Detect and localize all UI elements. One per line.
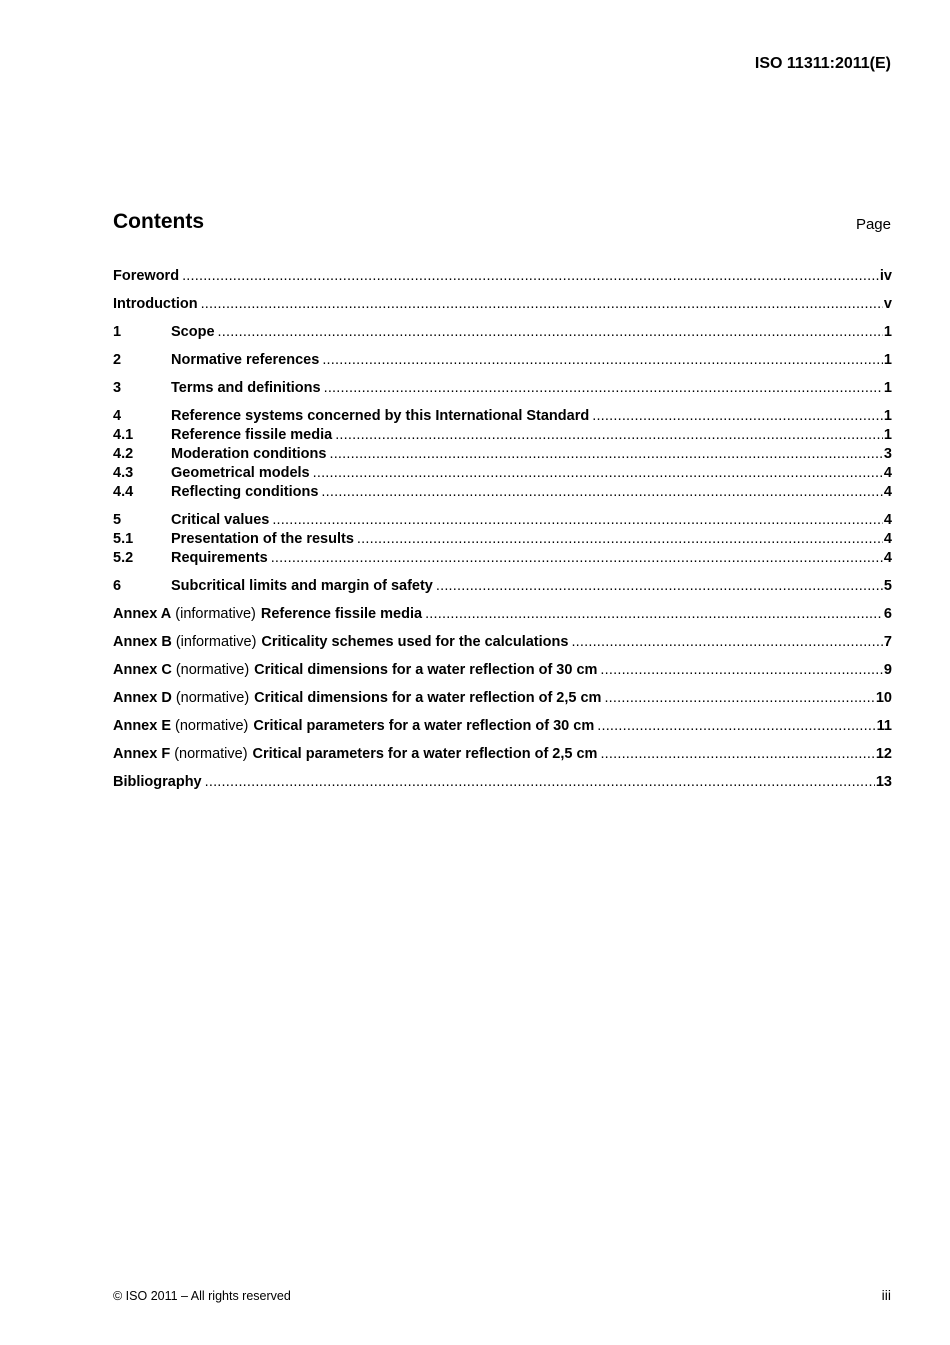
toc-entry-geometrical-models[interactable] bbox=[113, 465, 892, 484]
dot-leader bbox=[182, 268, 879, 284]
toc-entry-annex-f[interactable] bbox=[113, 746, 892, 765]
toc-title: Reference fissile media bbox=[171, 427, 333, 443]
toc-page: 9 bbox=[883, 662, 892, 678]
toc-title: Critical values bbox=[171, 512, 270, 528]
toc-page: 1 bbox=[883, 352, 892, 368]
annex-label: Annex E bbox=[113, 718, 172, 734]
toc-number: 6 bbox=[113, 578, 122, 594]
toc-title: Reference fissile media bbox=[260, 606, 423, 622]
toc-number: 3 bbox=[113, 380, 122, 396]
toc-page: 4 bbox=[883, 550, 892, 566]
toc-entry-reference-fissile-media[interactable] bbox=[113, 427, 892, 446]
copyright-notice: © ISO 2011 – All rights reserved bbox=[113, 1289, 291, 1303]
toc-title: Reflecting conditions bbox=[171, 484, 319, 500]
annex-kind: (normative) bbox=[175, 662, 250, 678]
toc-entry-subcritical-limits[interactable] bbox=[113, 578, 892, 597]
toc-title: Reference systems concerned by this International Standard bbox=[171, 408, 590, 424]
toc-page: 3 bbox=[883, 446, 892, 462]
table-of-contents bbox=[113, 268, 892, 793]
annex-kind: (normative) bbox=[175, 690, 250, 706]
annex-kind: (normative) bbox=[175, 718, 249, 734]
dot-leader bbox=[329, 446, 882, 462]
toc-number: 1 bbox=[113, 324, 122, 340]
toc-number: 4.2 bbox=[113, 446, 134, 462]
toc-number: 4.3 bbox=[113, 465, 134, 481]
dot-leader bbox=[321, 484, 883, 500]
page-column-label: Page bbox=[855, 216, 891, 233]
toc-entry-introduction[interactable] bbox=[113, 296, 892, 315]
toc-number: 4.4 bbox=[113, 484, 134, 500]
dot-leader bbox=[604, 690, 874, 706]
toc-title: Critical dimensions for a water reflection of 2,5 cm bbox=[254, 690, 602, 706]
toc-number: 4.1 bbox=[113, 427, 134, 443]
toc-number: 5.2 bbox=[113, 550, 134, 566]
dot-leader bbox=[592, 408, 883, 424]
toc-entry-critical-values[interactable] bbox=[113, 512, 892, 531]
toc-entry-foreword[interactable] bbox=[113, 268, 892, 287]
dot-leader bbox=[600, 746, 874, 762]
dot-leader bbox=[324, 380, 883, 396]
toc-page: 1 bbox=[883, 324, 892, 340]
toc-page: 12 bbox=[875, 746, 892, 762]
dot-leader bbox=[597, 718, 875, 734]
dot-leader bbox=[272, 512, 883, 528]
toc-title: Foreword bbox=[113, 268, 180, 284]
dot-leader bbox=[271, 550, 883, 566]
contents-heading: Contents bbox=[113, 210, 204, 233]
toc-page: 4 bbox=[883, 465, 892, 481]
dot-leader bbox=[201, 296, 883, 312]
dot-leader bbox=[322, 352, 883, 368]
toc-entry-annex-b[interactable] bbox=[113, 634, 892, 653]
toc-page: iv bbox=[879, 268, 892, 284]
toc-title: Presentation of the results bbox=[171, 531, 354, 547]
toc-title: Bibliography bbox=[113, 774, 202, 790]
toc-title: Geometrical models bbox=[171, 465, 310, 481]
toc-entry-terms-and-definitions[interactable] bbox=[113, 380, 892, 399]
toc-title: Subcritical limits and margin of safety bbox=[171, 578, 433, 594]
toc-title: Terms and definitions bbox=[171, 380, 321, 396]
toc-page: 1 bbox=[883, 427, 892, 443]
toc-entry-reflecting-conditions[interactable] bbox=[113, 484, 892, 503]
toc-page: 4 bbox=[883, 484, 892, 500]
toc-page: 4 bbox=[883, 512, 892, 528]
toc-entry-reference-systems[interactable] bbox=[113, 408, 892, 427]
toc-number: 2 bbox=[113, 352, 122, 368]
toc-page: 5 bbox=[883, 578, 892, 594]
toc-page: 1 bbox=[883, 408, 892, 424]
toc-title: Normative references bbox=[171, 352, 320, 368]
toc-title: Criticality schemes used for the calculations bbox=[261, 634, 569, 650]
toc-number: 5 bbox=[113, 512, 122, 528]
annex-kind: (informative) bbox=[175, 634, 257, 650]
toc-number: 4 bbox=[113, 408, 122, 424]
annex-kind: (normative) bbox=[174, 746, 248, 762]
toc-title: Scope bbox=[171, 324, 215, 340]
dot-leader bbox=[218, 324, 883, 340]
dot-leader bbox=[571, 634, 882, 650]
annex-label: Annex B bbox=[113, 634, 172, 650]
dot-leader bbox=[600, 662, 883, 678]
toc-entry-scope[interactable] bbox=[113, 324, 892, 343]
toc-page: v bbox=[883, 296, 892, 312]
page-number: iii bbox=[881, 1287, 891, 1303]
toc-entry-requirements[interactable] bbox=[113, 550, 892, 569]
toc-entry-annex-e[interactable] bbox=[113, 718, 892, 737]
toc-entry-presentation-of-results[interactable] bbox=[113, 531, 892, 550]
toc-page: 6 bbox=[883, 606, 892, 622]
dot-leader bbox=[335, 427, 883, 443]
dot-leader bbox=[205, 774, 875, 790]
toc-entry-annex-d[interactable] bbox=[113, 690, 892, 709]
dot-leader bbox=[425, 606, 883, 622]
annex-label: Annex A bbox=[113, 606, 172, 622]
annex-label: Annex F bbox=[113, 746, 171, 762]
dot-leader bbox=[357, 531, 883, 547]
toc-entry-annex-c[interactable] bbox=[113, 662, 892, 681]
document-id: ISO 11311:2011(E) bbox=[754, 55, 891, 72]
dot-leader bbox=[313, 465, 883, 481]
annex-label: Annex D bbox=[113, 690, 172, 706]
toc-page: 10 bbox=[875, 690, 892, 706]
toc-title: Critical parameters for a water reflection of 30 cm bbox=[253, 718, 595, 734]
dot-leader bbox=[436, 578, 883, 594]
toc-entry-moderation-conditions[interactable] bbox=[113, 446, 892, 465]
toc-title: Critical dimensions for a water reflection of 30 cm bbox=[254, 662, 598, 678]
toc-page: 13 bbox=[875, 774, 892, 790]
toc-title: Moderation conditions bbox=[171, 446, 327, 462]
toc-title: Requirements bbox=[171, 550, 268, 566]
toc-page: 4 bbox=[883, 531, 892, 547]
toc-entry-bibliography[interactable] bbox=[113, 774, 892, 793]
toc-entry-annex-a[interactable] bbox=[113, 606, 892, 625]
toc-page: 1 bbox=[883, 380, 892, 396]
toc-page: 11 bbox=[876, 718, 892, 734]
annex-label: Annex C bbox=[113, 662, 172, 678]
toc-page: 7 bbox=[883, 634, 892, 650]
toc-title: Introduction bbox=[113, 296, 198, 312]
annex-kind: (informative) bbox=[175, 606, 256, 622]
toc-title: Critical parameters for a water reflection of 2,5 cm bbox=[252, 746, 598, 762]
toc-number: 5.1 bbox=[113, 531, 134, 547]
toc-entry-normative-references[interactable] bbox=[113, 352, 892, 371]
